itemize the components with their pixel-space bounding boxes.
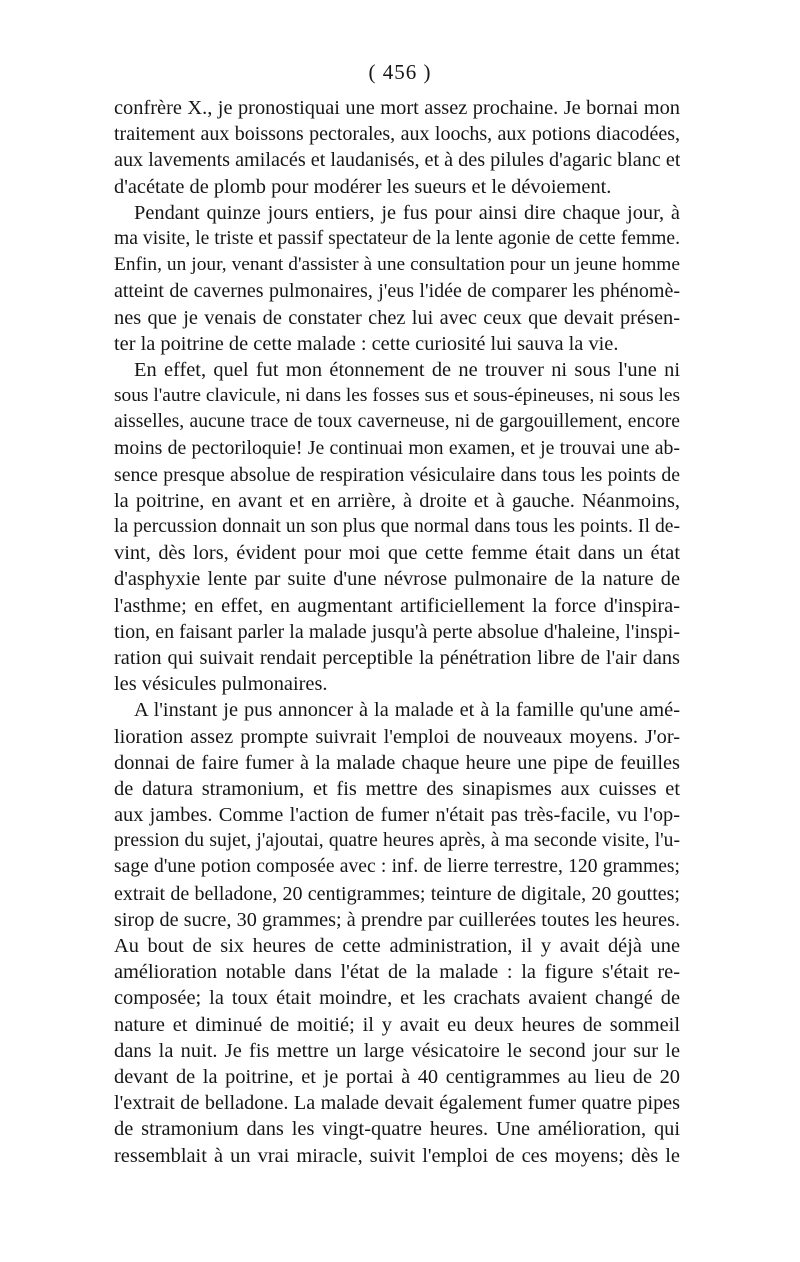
text-line: sage d'une potion composée avec : inf. de lierre terrestre, 120 grammes; <box>114 856 680 878</box>
text-line: extrait de belladone, 20 centigrammes; teinture de digitale, 20 gouttes; <box>114 882 680 905</box>
text-line: l'asthme; en effet, en augmentant artificiellement la force d'inspira- <box>114 594 680 617</box>
text-line: Au bout de six heures de cette administration, il y avait déjà une <box>114 935 680 957</box>
text-line: composée; la toux était moindre, et les crachats avaient changé de <box>114 987 680 1010</box>
text-line: ma visite, le triste et passif spectateur de la lente agonie de cette femme. <box>114 227 680 249</box>
text-line: sirop de sucre, 30 grammes; à prendre par cuillerées toutes les heures. <box>114 908 680 931</box>
text-line: ter la poitrine de cette malade : cette curiosité lui sauva la vie. <box>114 332 619 355</box>
text-line: En effet, quel fut mon étonnement de ne trouver ni sous l'une ni <box>134 358 680 381</box>
text-line: de datura stramonium, et fis mettre des sinapismes aux cuisses et <box>114 777 680 800</box>
text-line: atteint de cavernes pulmonaires, j'eus l'idée de comparer les phénomè- <box>114 280 680 303</box>
text-line: devant de la poitrine, et je portai à 40 centigrammes au lieu de 20 <box>114 1065 680 1088</box>
text-line: A l'instant je pus annoncer à la malade et à la famille qu'une amé- <box>134 699 680 722</box>
text-line: sence presque absolue de respiration vésiculaire dans tous les points de <box>114 463 680 486</box>
text-line: nes que je venais de constater chez lui avec ceux que devait présen- <box>114 306 680 329</box>
text-line: traitement aux boissons pectorales, aux loochs, aux potions diacodées, <box>114 123 680 146</box>
text-line: Enfin, un jour, venant d'assister à une consultation pour un jeune homme <box>114 254 680 276</box>
text-line: vint, dès lors, évident pour moi que cette femme était dans un état <box>114 542 680 565</box>
text-line: les vésicules pulmonaires. <box>114 673 328 696</box>
text-line: sous l'autre clavicule, ni dans les fosses sus et sous-épineuses, ni sous les <box>114 385 680 407</box>
text-line: amélioration notable dans l'état de la malade : la figure s'était re- <box>114 961 680 984</box>
text-line: aux jambes. Comme l'action de fumer n'était pas très-facile, vu l'op- <box>114 804 680 827</box>
text-line: nature et diminué de moitié; il y avait eu deux heures de sommeil <box>114 1013 680 1036</box>
text-line: ration qui suivait rendait perceptible la pénétration libre de l'air dans <box>114 646 680 669</box>
text-line: dans la nuit. Je fis mettre un large vésicatoire le second jour sur le <box>114 1039 680 1062</box>
text-line: de stramonium dans les vingt-quatre heures. Une amélioration, qui <box>114 1118 680 1141</box>
text-line: tion, en faisant parler la malade jusqu'à perte absolue d'haleine, l'inspi- <box>114 620 680 643</box>
text-line: Pendant quinze jours entiers, je fus pour ainsi dire chaque jour, à <box>134 201 680 224</box>
text-line: aisselles, aucune trace de toux caverneuse, ni de gargouillement, encore <box>114 411 680 433</box>
text-line: d'asphyxie lente par suite d'une névrose pulmonaire de la nature de <box>114 568 680 591</box>
text-line: moins de pectoriloquie! Je continuai mon examen, et je trouvai une ab- <box>114 437 680 460</box>
body-text <box>114 95 680 1169</box>
page-number: ( 456 ) <box>368 60 432 84</box>
text-line: la poitrine, en avant et en arrière, à droite et à gauche. Néanmoins, <box>114 489 680 512</box>
text-line: aux lavements amilacés et laudanisés, et à des pilules d'agaric blanc et <box>114 149 680 172</box>
text-line: ressemblait à un vrai miracle, suivit l'emploi de ces moyens; dès le <box>114 1144 680 1167</box>
text-line: d'acétate de plomb pour modérer les sueurs et le dévoiement. <box>114 175 612 198</box>
text-line: lioration assez prompte suivrait l'emploi de nouveaux moyens. J'or- <box>114 725 680 748</box>
text-line: confrère X., je pronostiquai une mort assez prochaine. Je bornai mon <box>114 97 680 119</box>
text-line: la percussion donnait un son plus que normal dans tous les points. Il de- <box>114 516 680 537</box>
text-line: pression du sujet, j'ajoutai, quatre heures après, à ma seconde visite, l'u- <box>114 830 680 852</box>
text-line: l'extrait de belladone. La malade devait également fumer quatre pipes <box>114 1092 680 1115</box>
text-line: donnai de faire fumer à la malade chaque heure une pipe de feuilles <box>114 751 680 774</box>
